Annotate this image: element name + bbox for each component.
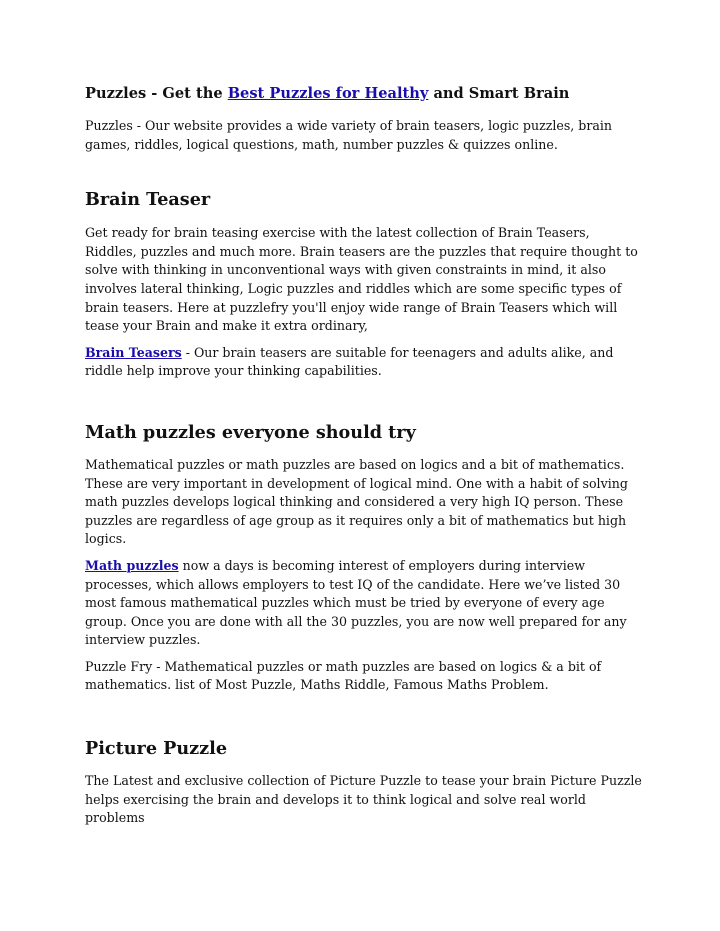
picture-puzzle-heading: Picture Puzzle [85,738,228,760]
picture-paragraph: The Latest and exclusive collection of Picture Puzzle to tease your brain Picture Puzzle helps exercising the brain and develops it to think logical and solve real world problems [85,773,642,826]
math-puzzles-link[interactable]: Math puzzles [85,557,179,573]
math-paragraph-3: Puzzle Fry - Mathematical puzzles or math puzzles are based on logics & a bit of mathematics. list of Most Puzzle, Maths Riddle, Famous Maths Problem. [85,658,602,693]
math-paragraph-1: Mathematical puzzles or math puzzles are based on logics and a bit of mathematics. These are very important in development of logical mind. One with a habit of solving math puzzles develops logical thinking and considered a very high IQ person. These puzzles are regardless of age group as it requires only a bit of mathematics but high logics. [85,456,628,547]
brain-teasers-description: - Our brain teasers are suitable for teenagers and adults alike, and riddle help improve your thinking capabilities. [85,344,614,379]
best-puzzles-link[interactable]: Best Puzzles for Healthy [227,85,429,102]
brain-teaser-heading: Brain Teaser [85,189,211,211]
brain-teaser-paragraph: Get ready for brain teasing exercise with the latest collection of Brain Teasers, Riddles, puzzles and much more. Brain teasers are the puzzles that require thought to solve with thinking in unconventional ways with given constraints in mind, it also involves lateral thinking, Logic puzzles and riddles which are some specific types of brain teasers. Here at puzzlefry you'll enjoy wide range of Brain Teasers which will tease your Brain and make it extra ordinary, [85,225,638,334]
brain-teasers-link[interactable]: Brain Teasers [85,344,182,360]
intro-paragraph: Puzzles - Our website provides a wide variety of brain teasers, logic puzzles, brain games, riddles, logical questions, math, number puzzles & quizzes online. [85,118,613,152]
document-body [85,83,645,836]
title-suffix: and Smart Brain [428,85,570,102]
title-prefix: Puzzles - Get the [85,85,228,102]
math-link-paragraph [85,557,645,650]
brain-teasers-link-paragraph [85,344,645,381]
page-title [85,83,645,105]
math-puzzles-heading: Math puzzles everyone should try [85,421,416,443]
math-puzzles-description: now a days is becoming interest of employers during interview processes, which allows employers to test IQ of the candidate. Here we’ve listed 30 most famous mathematical puzzles which must be tried by everyone of every age group. Once you are done with all the 30 puzzles, you are now well prepared for any interview puzzles. [85,557,627,648]
